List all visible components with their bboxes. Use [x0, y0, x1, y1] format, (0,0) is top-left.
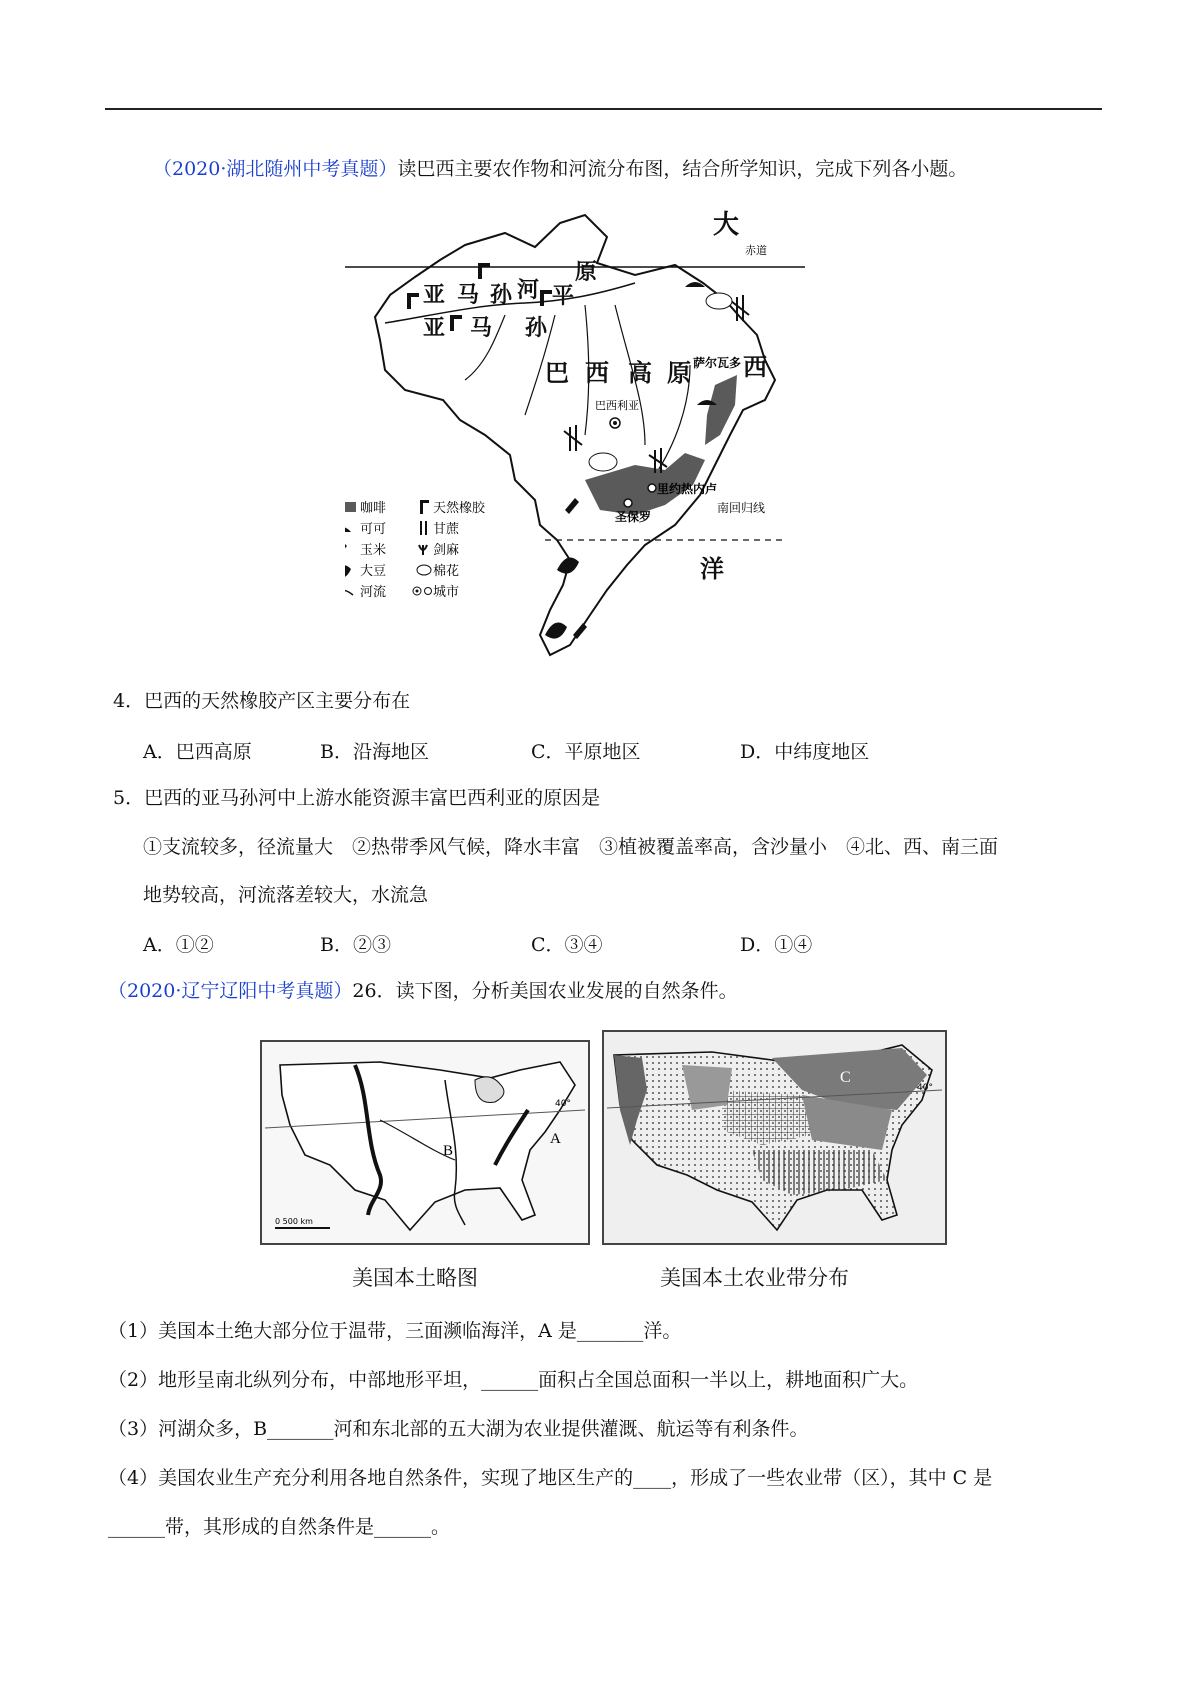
ocean-label-xi: 西 — [743, 353, 767, 381]
usa-agriculture-belt-map — [602, 1030, 947, 1245]
q5-option-b[interactable]: B．②③ — [320, 934, 391, 956]
city-icon — [413, 587, 432, 595]
sisal-icon — [419, 545, 427, 555]
label-c: C — [840, 1069, 851, 1086]
caption-usa-agriculture: 美国本土农业带分布 — [660, 1266, 849, 1290]
q4-option-d[interactable]: D．中纬度地区 — [740, 741, 870, 763]
q4-option-c[interactable]: C．平原地区 — [531, 741, 641, 763]
cotton-icon — [589, 453, 617, 471]
source-tag: （2020·湖北随州中考真题） — [153, 158, 398, 180]
cocoa-icon — [345, 527, 351, 532]
intro-text: 26．读下图，分析美国农业发展的自然条件。 — [352, 980, 738, 1002]
q26-part-1: （1）美国本土绝大部分位于温带，三面濒临海洋，A 是_______洋。 — [108, 1320, 682, 1342]
soybean-icon — [345, 565, 351, 578]
brazil-crop-river-map — [345, 205, 845, 670]
top-rule — [105, 108, 1102, 110]
q26-part-4: （4）美国农业生产充分利用各地自然条件，实现了地区生产的____，形成了一些农业带（区），其中 C 是 — [108, 1467, 993, 1489]
legend-label: 城市 — [433, 585, 460, 600]
city-label-rio: 里约热内卢 — [657, 482, 718, 496]
plain-char: 马 — [470, 316, 493, 341]
usa-outline-map — [260, 1040, 590, 1245]
legend-label: 河流 — [360, 585, 387, 600]
ocean-label-da: 大 — [713, 210, 740, 240]
legend-label: 甘蔗 — [433, 522, 460, 537]
lat-label: 40° — [917, 1083, 933, 1093]
plain-char: 亚 — [423, 316, 446, 341]
legend-label: 咖啡 — [360, 501, 387, 516]
lat-label: 40° — [555, 1099, 571, 1109]
legend-label: 剑麻 — [433, 543, 460, 558]
plain-char: 亚 — [423, 283, 446, 308]
plateau-char: 西 — [585, 359, 609, 387]
corn-icon — [345, 543, 347, 556]
plateau-char: 巴 — [545, 359, 569, 387]
river-line — [345, 590, 353, 595]
label-b: B — [443, 1143, 454, 1159]
legend-label: 天然橡胶 — [433, 501, 486, 516]
q26-part-2: （2）地形呈南北纵列分布，中部地形平坦，______面积占全国总面积一半以上，耕地面积广大。 — [108, 1369, 919, 1391]
cotton-icon — [417, 565, 431, 575]
q5-option-c[interactable]: C．③④ — [531, 934, 603, 956]
map-legend — [345, 500, 486, 600]
scale-label: 0 500 km — [275, 1217, 313, 1226]
label-a: A — [550, 1131, 561, 1147]
ocean-label-yang: 洋 — [700, 555, 724, 583]
coffee-swatch — [345, 502, 356, 512]
city-label-brasilia: 巴西利亚 — [595, 399, 639, 412]
city-label-sao-paulo: 圣保罗 — [615, 510, 652, 524]
q26-part-3: （3）河湖众多，B_______河和东北部的五大湖为农业提供灌溉、航运等有利条件。 — [108, 1418, 809, 1440]
legend-label: 可可 — [360, 522, 387, 537]
plain-char: 孙 — [525, 316, 548, 341]
equator-label: 赤道 — [745, 244, 767, 257]
q4-stem: 4．巴西的天然橡胶产区主要分布在 — [113, 690, 411, 712]
rubber-icon — [420, 500, 429, 514]
city-rio — [648, 484, 656, 492]
intro-text: 读巴西主要农作物和河流分布图，结合所学知识，完成下列各小题。 — [397, 158, 968, 180]
q5-stem: 5．巴西的亚马孙河中上游水能资源丰富巴西利亚的原因是 — [113, 787, 601, 809]
q4-option-b[interactable]: B．沿海地区 — [320, 741, 429, 763]
question-intro-usa — [108, 978, 738, 1004]
city-sao-paulo — [624, 499, 632, 507]
q26-part-4-cont: ______带，其形成的自然条件是______。 — [108, 1516, 451, 1538]
caption-usa-outline: 美国本土略图 — [352, 1266, 478, 1290]
legend-label: 玉米 — [360, 543, 387, 558]
plateau-char: 原 — [667, 359, 691, 387]
cotton-icon — [706, 293, 732, 309]
city-label-salvador: 萨尔瓦多 — [693, 356, 742, 370]
question-intro-brazil — [153, 156, 967, 182]
source-tag: （2020·辽宁辽阳中考真题） — [108, 980, 353, 1002]
q5-option-d[interactable]: D．①④ — [740, 934, 813, 956]
plateau-char: 高 — [628, 359, 652, 387]
q4-option-a[interactable]: A．巴西高原 — [143, 741, 252, 763]
plain-char: 原 — [575, 260, 598, 285]
q5-statements-2: 地势较高，河流落差较大，水流急 — [143, 884, 429, 906]
tropic-label: 南回归线 — [717, 501, 766, 515]
sugarcane-icon — [421, 521, 426, 535]
plain-char: 孙 — [490, 283, 513, 308]
plain-char: 河 — [517, 278, 540, 303]
city-brasilia — [610, 418, 620, 428]
plain-char: 平 — [552, 284, 575, 309]
plain-char: 马 — [457, 283, 480, 308]
q5-statements-1: ①支流较多，径流量大 ②热带季风气候，降水丰富 ③植被覆盖率高，含沙量小 ④北、西、南三面 — [143, 836, 999, 858]
legend-label: 大豆 — [360, 564, 387, 579]
q5-option-a[interactable]: A．①② — [143, 934, 214, 956]
legend-label: 棉花 — [433, 564, 460, 579]
